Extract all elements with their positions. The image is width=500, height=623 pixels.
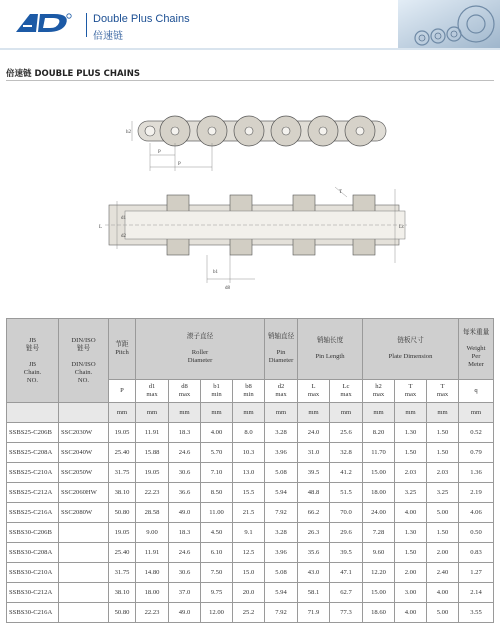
spec-value: 11.91 bbox=[136, 543, 169, 563]
label-l: L bbox=[99, 225, 103, 230]
label-b8: d8 bbox=[225, 286, 230, 291]
spec-value: 7.50 bbox=[201, 563, 233, 583]
spec-value: 2.03 bbox=[395, 463, 427, 483]
spec-value: 21.5 bbox=[233, 503, 265, 523]
spec-value: 31.75 bbox=[109, 563, 136, 583]
spec-value: 25.2 bbox=[233, 603, 265, 623]
spec-value: 62.7 bbox=[330, 583, 363, 603]
spec-value: 50.80 bbox=[109, 603, 136, 623]
spec-value: 18.3 bbox=[169, 423, 201, 443]
unit-cell: mm bbox=[265, 403, 298, 423]
spec-value: 5.08 bbox=[265, 463, 298, 483]
spec-value: 3.00 bbox=[395, 583, 427, 603]
din-chain-no: SSC2050W bbox=[59, 463, 109, 483]
unit-cell: mm bbox=[233, 403, 265, 423]
label-t: T bbox=[339, 190, 343, 195]
header-bottom-line bbox=[0, 48, 500, 50]
table-group-header-row bbox=[7, 319, 494, 380]
spec-value: 18.60 bbox=[363, 603, 395, 623]
spec-value: 8.20 bbox=[363, 423, 395, 443]
spec-value: 14.80 bbox=[136, 563, 169, 583]
spec-value: 10.3 bbox=[233, 443, 265, 463]
spec-value: 9.60 bbox=[363, 543, 395, 563]
header-pin-diameter: 销轴直径 Pin Diameter bbox=[265, 319, 298, 380]
unit-cell: mm bbox=[427, 403, 459, 423]
label-lc: Lc bbox=[399, 225, 405, 230]
spec-value: 25.40 bbox=[109, 443, 136, 463]
label-b1: b1 bbox=[213, 270, 218, 275]
header-divider bbox=[86, 13, 87, 37]
spec-value: 24.0 bbox=[298, 423, 330, 443]
din-chain-no bbox=[59, 583, 109, 603]
spec-value: 22.23 bbox=[136, 483, 169, 503]
spec-value: 1.36 bbox=[459, 463, 494, 483]
header-din: DIN/ISO 链号 DIN/ISO Chain. NO. bbox=[59, 319, 109, 403]
spec-value: 28.58 bbox=[136, 503, 169, 523]
spec-value: 1.30 bbox=[395, 523, 427, 543]
spec-value: 15.88 bbox=[136, 443, 169, 463]
spec-value: 1.50 bbox=[427, 423, 459, 443]
spec-value: 5.00 bbox=[427, 503, 459, 523]
spec-value: 1.50 bbox=[395, 443, 427, 463]
spec-value: 11.91 bbox=[136, 423, 169, 443]
header-title-cn: 倍速链 bbox=[93, 31, 123, 42]
jb-chain-no: SSBS30-C212A bbox=[7, 583, 59, 603]
unit-cell: mm bbox=[201, 403, 233, 423]
spec-value: 9.1 bbox=[233, 523, 265, 543]
spec-value: 70.0 bbox=[330, 503, 363, 523]
din-chain-no bbox=[59, 523, 109, 543]
spec-value: 3.28 bbox=[265, 523, 298, 543]
spec-value: 19.05 bbox=[136, 463, 169, 483]
unit-cell: mm bbox=[395, 403, 427, 423]
spec-value: 12.00 bbox=[201, 603, 233, 623]
spec-table-body bbox=[7, 319, 494, 623]
spec-value: 39.5 bbox=[298, 463, 330, 483]
sub-header-cell: q bbox=[459, 380, 494, 403]
spec-value: 0.83 bbox=[459, 543, 494, 563]
spec-value: 9.75 bbox=[201, 583, 233, 603]
table-row bbox=[7, 603, 494, 623]
chain-side-view-drawing bbox=[95, 183, 415, 293]
label-h2: h2 bbox=[126, 130, 131, 135]
spec-value: 66.2 bbox=[298, 503, 330, 523]
header-pitch: 节距 Pitch bbox=[109, 319, 136, 380]
spec-value: 3.25 bbox=[427, 483, 459, 503]
spec-value: 5.08 bbox=[265, 563, 298, 583]
spec-value: 8.0 bbox=[233, 423, 265, 443]
spec-value: 29.6 bbox=[330, 523, 363, 543]
spec-value: 32.8 bbox=[330, 443, 363, 463]
spec-value: 3.28 bbox=[265, 423, 298, 443]
section-title: 倍速链 DOUBLE PLUS CHAINS bbox=[6, 69, 140, 79]
jb-chain-no: SSBS30-C210A bbox=[7, 563, 59, 583]
header-jb: JB 链号 JB Chain. NO. bbox=[7, 319, 59, 403]
spec-value: 20.0 bbox=[233, 583, 265, 603]
spec-value: 5.00 bbox=[427, 603, 459, 623]
unit-cell: mm bbox=[330, 403, 363, 423]
spec-value: 19.05 bbox=[109, 523, 136, 543]
spec-value: 49.0 bbox=[169, 503, 201, 523]
spec-value: 7.92 bbox=[265, 603, 298, 623]
spec-value: 19.05 bbox=[109, 423, 136, 443]
spec-value: 13.0 bbox=[233, 463, 265, 483]
spec-value: 43.0 bbox=[298, 563, 330, 583]
spec-value: 18.00 bbox=[136, 583, 169, 603]
jb-chain-no: SSBS30-C216A bbox=[7, 603, 59, 623]
din-chain-no: SSC2080W bbox=[59, 503, 109, 523]
jb-chain-no: SSBS30-C206B bbox=[7, 523, 59, 543]
sub-header-cell: P bbox=[109, 380, 136, 403]
spec-value: 47.1 bbox=[330, 563, 363, 583]
table-row bbox=[7, 483, 494, 503]
sub-header-cell: d1 max bbox=[136, 380, 169, 403]
spec-value: 4.50 bbox=[201, 523, 233, 543]
sub-header-cell: d2 max bbox=[265, 380, 298, 403]
unit-cell: mm bbox=[136, 403, 169, 423]
spec-value: 30.6 bbox=[169, 563, 201, 583]
spec-value: 24.00 bbox=[363, 503, 395, 523]
table-unit-row bbox=[7, 403, 494, 423]
spec-value: 37.0 bbox=[169, 583, 201, 603]
jb-chain-no: SSBS25-C208A bbox=[7, 443, 59, 463]
table-row bbox=[7, 583, 494, 603]
spec-value: 58.1 bbox=[298, 583, 330, 603]
sub-header-cell: L max bbox=[298, 380, 330, 403]
spec-value: 25.6 bbox=[330, 423, 363, 443]
spec-value: 15.0 bbox=[233, 563, 265, 583]
label-d1: d1 bbox=[121, 216, 126, 221]
spec-value: 3.96 bbox=[265, 543, 298, 563]
spec-value: 24.6 bbox=[169, 543, 201, 563]
chain-top-view-drawing bbox=[120, 113, 400, 175]
spec-value: 24.6 bbox=[169, 443, 201, 463]
spec-value: 26.3 bbox=[298, 523, 330, 543]
din-chain-no bbox=[59, 603, 109, 623]
spec-value: 1.50 bbox=[427, 523, 459, 543]
unit-cell: mm bbox=[109, 403, 136, 423]
spec-value: 8.50 bbox=[201, 483, 233, 503]
spec-value: 1.27 bbox=[459, 563, 494, 583]
sub-header-cell: h2 max bbox=[363, 380, 395, 403]
din-chain-no bbox=[59, 543, 109, 563]
spec-value: 31.0 bbox=[298, 443, 330, 463]
spec-value: 71.9 bbox=[298, 603, 330, 623]
table-row bbox=[7, 443, 494, 463]
spec-value: 4.00 bbox=[201, 423, 233, 443]
spec-value: 77.3 bbox=[330, 603, 363, 623]
spec-value: 2.00 bbox=[427, 543, 459, 563]
spec-value: 1.50 bbox=[427, 443, 459, 463]
spec-value: 7.28 bbox=[363, 523, 395, 543]
jb-chain-no: SSBS30-C208A bbox=[7, 543, 59, 563]
spec-value: 15.5 bbox=[233, 483, 265, 503]
header-pin-length: 销轴长度 Pin Length bbox=[298, 319, 363, 380]
unit-cell: mm bbox=[169, 403, 201, 423]
table-row bbox=[7, 423, 494, 443]
unit-blank-din bbox=[59, 403, 109, 423]
unit-cell: mm bbox=[459, 403, 494, 423]
spec-value: 5.94 bbox=[265, 583, 298, 603]
brand-logo bbox=[14, 12, 74, 34]
table-row bbox=[7, 503, 494, 523]
header-weight: 每米重量 Weight Per Meter bbox=[459, 319, 494, 380]
spec-value: 31.75 bbox=[109, 463, 136, 483]
spec-value: 0.52 bbox=[459, 423, 494, 443]
table-row bbox=[7, 563, 494, 583]
spec-value: 11.70 bbox=[363, 443, 395, 463]
spec-value: 7.10 bbox=[201, 463, 233, 483]
unit-cell: mm bbox=[298, 403, 330, 423]
spec-value: 49.0 bbox=[169, 603, 201, 623]
spec-value: 38.10 bbox=[109, 483, 136, 503]
sub-header-cell: T max bbox=[395, 380, 427, 403]
sub-header-cell: d8 max bbox=[169, 380, 201, 403]
spec-value: 2.03 bbox=[427, 463, 459, 483]
din-chain-no bbox=[59, 563, 109, 583]
spec-table bbox=[6, 318, 494, 623]
spec-value: 39.5 bbox=[330, 543, 363, 563]
spec-value: 36.6 bbox=[169, 483, 201, 503]
spec-value: 38.10 bbox=[109, 583, 136, 603]
spec-value: 2.00 bbox=[395, 563, 427, 583]
spec-value: 4.00 bbox=[395, 603, 427, 623]
sub-header-cell: T max bbox=[427, 380, 459, 403]
sub-header-cell: Lc max bbox=[330, 380, 363, 403]
table-row bbox=[7, 463, 494, 483]
spec-value: 50.80 bbox=[109, 503, 136, 523]
spec-value: 1.50 bbox=[395, 543, 427, 563]
sub-header-cell: b8 min bbox=[233, 380, 265, 403]
spec-value: 12.5 bbox=[233, 543, 265, 563]
spec-value: 0.79 bbox=[459, 443, 494, 463]
spec-value: 48.8 bbox=[298, 483, 330, 503]
spec-value: 25.40 bbox=[109, 543, 136, 563]
spec-value: 2.14 bbox=[459, 583, 494, 603]
label-d2: d2 bbox=[121, 234, 126, 239]
din-chain-no: SSC2030W bbox=[59, 423, 109, 443]
header-chain-photo bbox=[398, 0, 500, 48]
spec-value: 5.94 bbox=[265, 483, 298, 503]
spec-value: 18.00 bbox=[363, 483, 395, 503]
spec-value: 30.6 bbox=[169, 463, 201, 483]
unit-cell: mm bbox=[363, 403, 395, 423]
spec-value: 15.00 bbox=[363, 583, 395, 603]
spec-value: 15.00 bbox=[363, 463, 395, 483]
label-p2: P bbox=[178, 162, 181, 167]
spec-value: 3.96 bbox=[265, 443, 298, 463]
spec-value: 6.10 bbox=[201, 543, 233, 563]
jb-chain-no: SSBS25-C206B bbox=[7, 423, 59, 443]
spec-value: 41.2 bbox=[330, 463, 363, 483]
spec-value: 22.23 bbox=[136, 603, 169, 623]
spec-value: 3.25 bbox=[395, 483, 427, 503]
din-chain-no: SSC2060HW bbox=[59, 483, 109, 503]
spec-value: 35.6 bbox=[298, 543, 330, 563]
table-row bbox=[7, 523, 494, 543]
header-roller: 滚子直径 Roller Diameter bbox=[136, 319, 265, 380]
spec-value: 7.92 bbox=[265, 503, 298, 523]
spec-value: 4.06 bbox=[459, 503, 494, 523]
spec-value: 2.40 bbox=[427, 563, 459, 583]
spec-value: 1.30 bbox=[395, 423, 427, 443]
din-chain-no: SSC2040W bbox=[59, 443, 109, 463]
spec-value: 0.50 bbox=[459, 523, 494, 543]
jb-chain-no: SSBS25-C210A bbox=[7, 463, 59, 483]
spec-value: 11.00 bbox=[201, 503, 233, 523]
table-row bbox=[7, 543, 494, 563]
spec-value: 5.70 bbox=[201, 443, 233, 463]
spec-value: 2.19 bbox=[459, 483, 494, 503]
spec-value: 4.00 bbox=[427, 583, 459, 603]
spec-value: 18.3 bbox=[169, 523, 201, 543]
label-p1: P bbox=[158, 150, 161, 155]
spec-value: 12.20 bbox=[363, 563, 395, 583]
sub-header-cell: b1 min bbox=[201, 380, 233, 403]
section-rule bbox=[6, 80, 494, 81]
jb-chain-no: SSBS25-C212A bbox=[7, 483, 59, 503]
header-plate-dimension: 链板尺寸 Plate Dimension bbox=[363, 319, 459, 380]
spec-value: 4.00 bbox=[395, 503, 427, 523]
spec-value: 51.5 bbox=[330, 483, 363, 503]
spec-value: 9.00 bbox=[136, 523, 169, 543]
spec-value: 3.55 bbox=[459, 603, 494, 623]
jb-chain-no: SSBS25-C216A bbox=[7, 503, 59, 523]
unit-blank-jb bbox=[7, 403, 59, 423]
header-title-en: Double Plus Chains bbox=[93, 13, 190, 25]
